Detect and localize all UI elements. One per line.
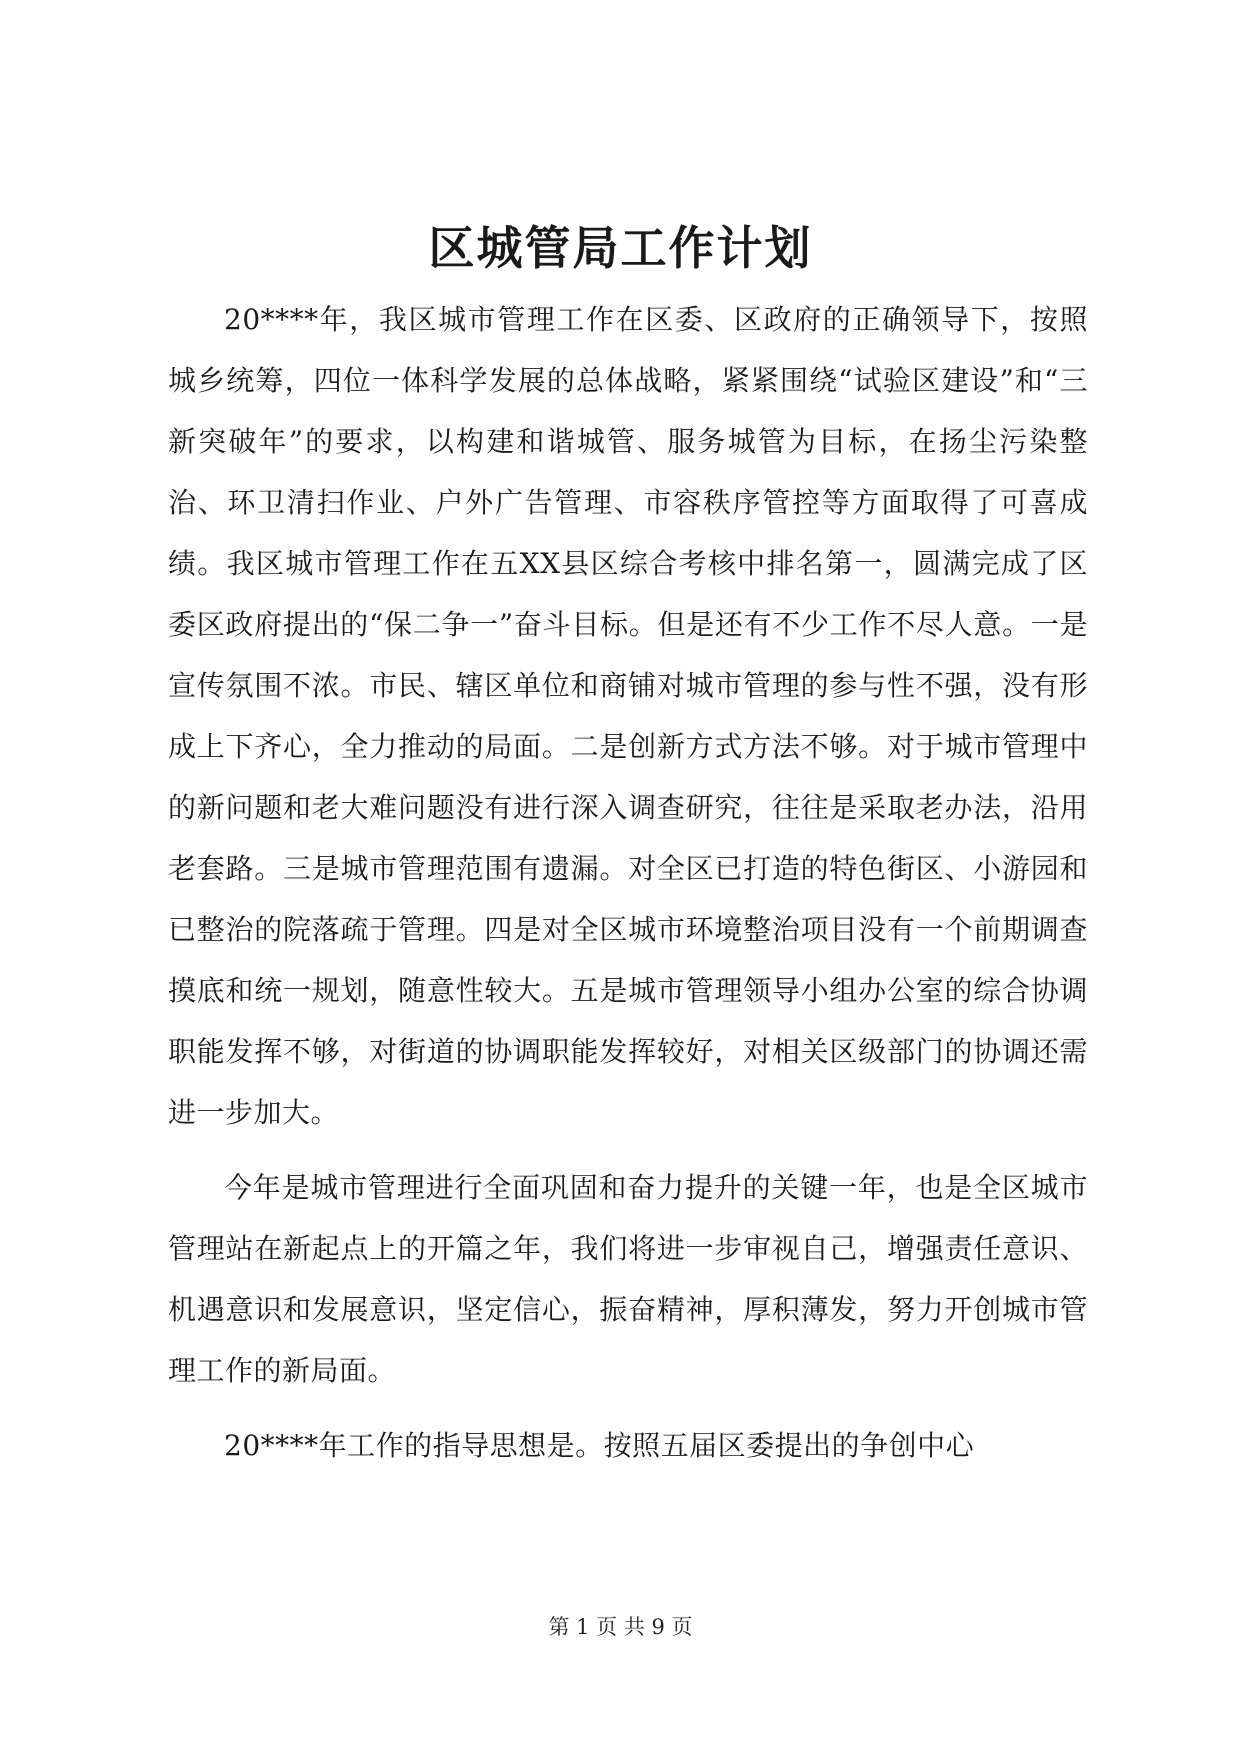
document-body <box>168 289 1088 1476</box>
page-footer: 第 1 页 共 9 页 <box>548 1615 693 1639</box>
page-title: 区城管局工作计划 <box>428 221 813 275</box>
paragraph-2: 今年是城市管理进行全面巩固和奋力提升的关键一年，也是全区城市管理站在新起点上的开篇之年，我们将进一步审视自己，增强责任意识、机遇意识和发展意识，坚定信心，振奋精神，厚积薄发，努力开创城市管理工作的新局面。 <box>168 1171 1088 1387</box>
paragraph-3: 20****年工作的指导思想是。按照五届区委提出的争创中心 <box>224 1429 975 1462</box>
paragraph-1: 20****年，我区城市管理工作在区委、区政府的正确领导下，按照城乡统筹，四位一体科学发展的总体战略，紧紧围绕“试验区建设”和“三新突破年”的要求，以构建和谐城管、服务城管为目标，在扬尘污染整治、环卫清扫作业、户外广告管理、市容秩序管控等方面取得了可喜成绩。我区城市管理工作在五XX县区综合考核中排名第一，圆满完成了区委区政府提出的“保二争一”奋斗目标。但是还有不少工作不尽人意。一是宣传氛围不浓。市民、辖区单位和商铺对城市管理的参与性不强，没有形成上下齐心，全力推动的局面。二是创新方式方法不够。对于城市管理中的新问题和老大难问题没有进行深入调查研究，往往是采取老办法，沿用老套路。三是城市管理范围有遗漏。对全区已打造的特色街区、小游园和已整治的院落疏于管理。四是对全区城市环境整治项目没有一个前期调查摸底和统一规划，随意性较大。五是城市管理领导小组办公室的综合协调职能发挥不够，对街道的协调职能发挥较好，对相关区级部门的协调还需进一步加大。 <box>168 303 1088 1129</box>
